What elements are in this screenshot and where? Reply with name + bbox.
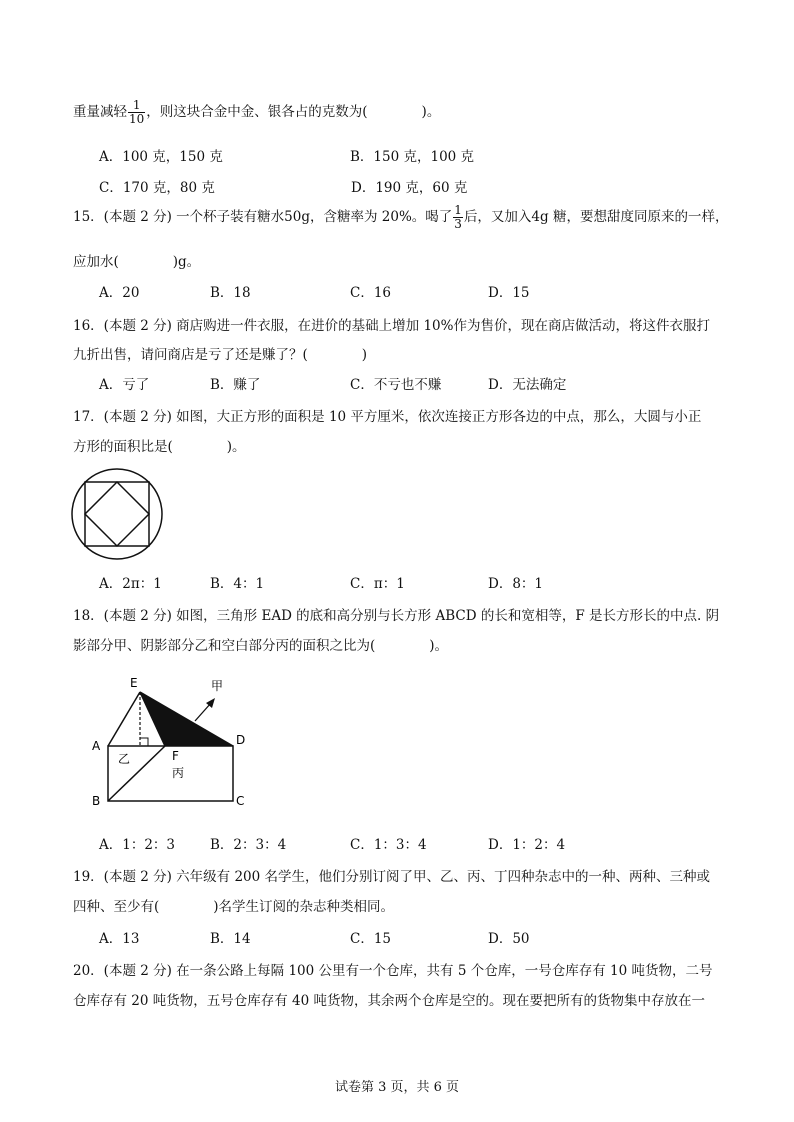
q15-option-c[interactable]: C．16: [350, 285, 392, 301]
q19-line1: 19．(本题 2 分) 六年级有 200 名学生，他们分别订阅了甲、乙、丙、丁四种杂志中的一种、两种、三种或: [73, 869, 711, 885]
q15-option-a[interactable]: A．20: [99, 285, 140, 301]
q16-option-d[interactable]: D．无法确定: [488, 377, 567, 393]
label-jia: 甲: [211, 679, 224, 693]
q19-option-b[interactable]: B．14: [210, 931, 251, 947]
q18-figure: [85, 670, 255, 815]
q18-option-b[interactable]: B．2：3：4: [210, 837, 287, 853]
label-b: B: [92, 794, 101, 808]
q16-option-a[interactable]: A．亏了: [99, 377, 150, 393]
q19-option-d[interactable]: D．50: [488, 931, 530, 947]
q18-option-c[interactable]: C．1：3：4: [350, 837, 427, 853]
q17-line2: 方形的面积比是( )。: [73, 439, 246, 455]
small-square: [85, 482, 149, 546]
q20-line2: 仓库存有 20 吨货物，五号仓库存有 40 吨货物，其余两个仓库是空的。现在要把所有的货物集中存放在一: [73, 993, 706, 1009]
arrow-shaft: [195, 703, 211, 721]
q15-option-b[interactable]: B．18: [210, 285, 251, 301]
page-footer: 试卷第 3 页，共 6 页: [334, 1080, 460, 1095]
q17-figure: [70, 467, 164, 561]
q19-option-c[interactable]: C．15: [350, 931, 392, 947]
q17-option-d[interactable]: D．8：1: [488, 576, 544, 592]
right-angle-mark: [140, 738, 148, 746]
label-c: C: [236, 794, 245, 808]
q18-line2: 影部分甲、阴影部分乙和空白部分丙的面积之比为( )。: [73, 638, 449, 654]
q16-line1: 16．(本题 2 分) 商店购进一件衣服，在进价的基础上增加 10%作为售价，现在商店做活动，将这件衣服打: [73, 318, 710, 334]
q15-line1: 15．(本题 2 分) 一个杯子装有糖水50g，含糖率为 20%。喝了 $\frac{1}{3}$ 后，又加入4g 糖，要想甜度同原来的一样，: [73, 203, 729, 231]
q15-line2: 应加水( )g。: [73, 254, 201, 270]
q16-option-c[interactable]: C．不亏也不赚: [350, 377, 442, 393]
q14-line1: 重量减轻 $\frac{1}{10}$ ，则这块合金中金、银各占的克数为( )。: [73, 98, 441, 126]
fraction: $\frac{1}{10}$: [129, 98, 145, 126]
label-bing: 丙: [172, 766, 185, 780]
q17-option-c[interactable]: C．π：1: [350, 576, 405, 592]
edge-ea: [108, 692, 140, 746]
q17-line1: 17．(本题 2 分) 如图，大正方形的面积是 10 平方厘米，依次连接正方形各边的中点，那么，大圆与小正: [73, 409, 702, 425]
q19-line2: 四种、至少有( )名学生订阅的杂志种类相同。: [73, 899, 395, 915]
q16-line2: 九折出售，请问商店是亏了还是赚了？( ): [73, 347, 368, 363]
q14-option-a[interactable]: A．100 克，150 克: [99, 149, 223, 165]
q19-option-a[interactable]: A．13: [99, 931, 140, 947]
label-f: F: [172, 749, 179, 763]
q18-option-a[interactable]: A．1：2：3: [99, 837, 176, 853]
fraction: $\frac{1}{3}$: [454, 203, 462, 231]
label-a: A: [92, 739, 101, 753]
label-d: D: [236, 733, 246, 747]
q14-option-b[interactable]: B．150 克，100 克: [350, 149, 475, 165]
q15-option-d[interactable]: D．15: [488, 285, 530, 301]
label-e: E: [130, 676, 138, 690]
q18-line1: 18．(本题 2 分) 如图，三角形 EAD 的底和高分别与长方形 ABCD 的长和宽相等，F 是长方形长的中点. 阴: [73, 608, 720, 624]
q17-option-b[interactable]: B．4：1: [210, 576, 265, 592]
q14-option-c[interactable]: C．170 克，80 克: [99, 180, 215, 196]
label-yi: 乙: [118, 752, 131, 766]
big-square: [85, 482, 149, 546]
q16-option-b[interactable]: B．赚了: [210, 377, 261, 393]
q18-option-d[interactable]: D．1：2：4: [488, 837, 566, 853]
q20-line1: 20．(本题 2 分) 在一条公路上每隔 100 公里有一个仓库，共有 5 个仓库，一号仓库存有 10 吨货物，二号: [73, 963, 713, 979]
edge-bf: [108, 746, 165, 801]
q17-option-a[interactable]: A．2π：1: [99, 576, 162, 592]
q14-option-d[interactable]: D．190 克，60 克: [351, 180, 468, 196]
